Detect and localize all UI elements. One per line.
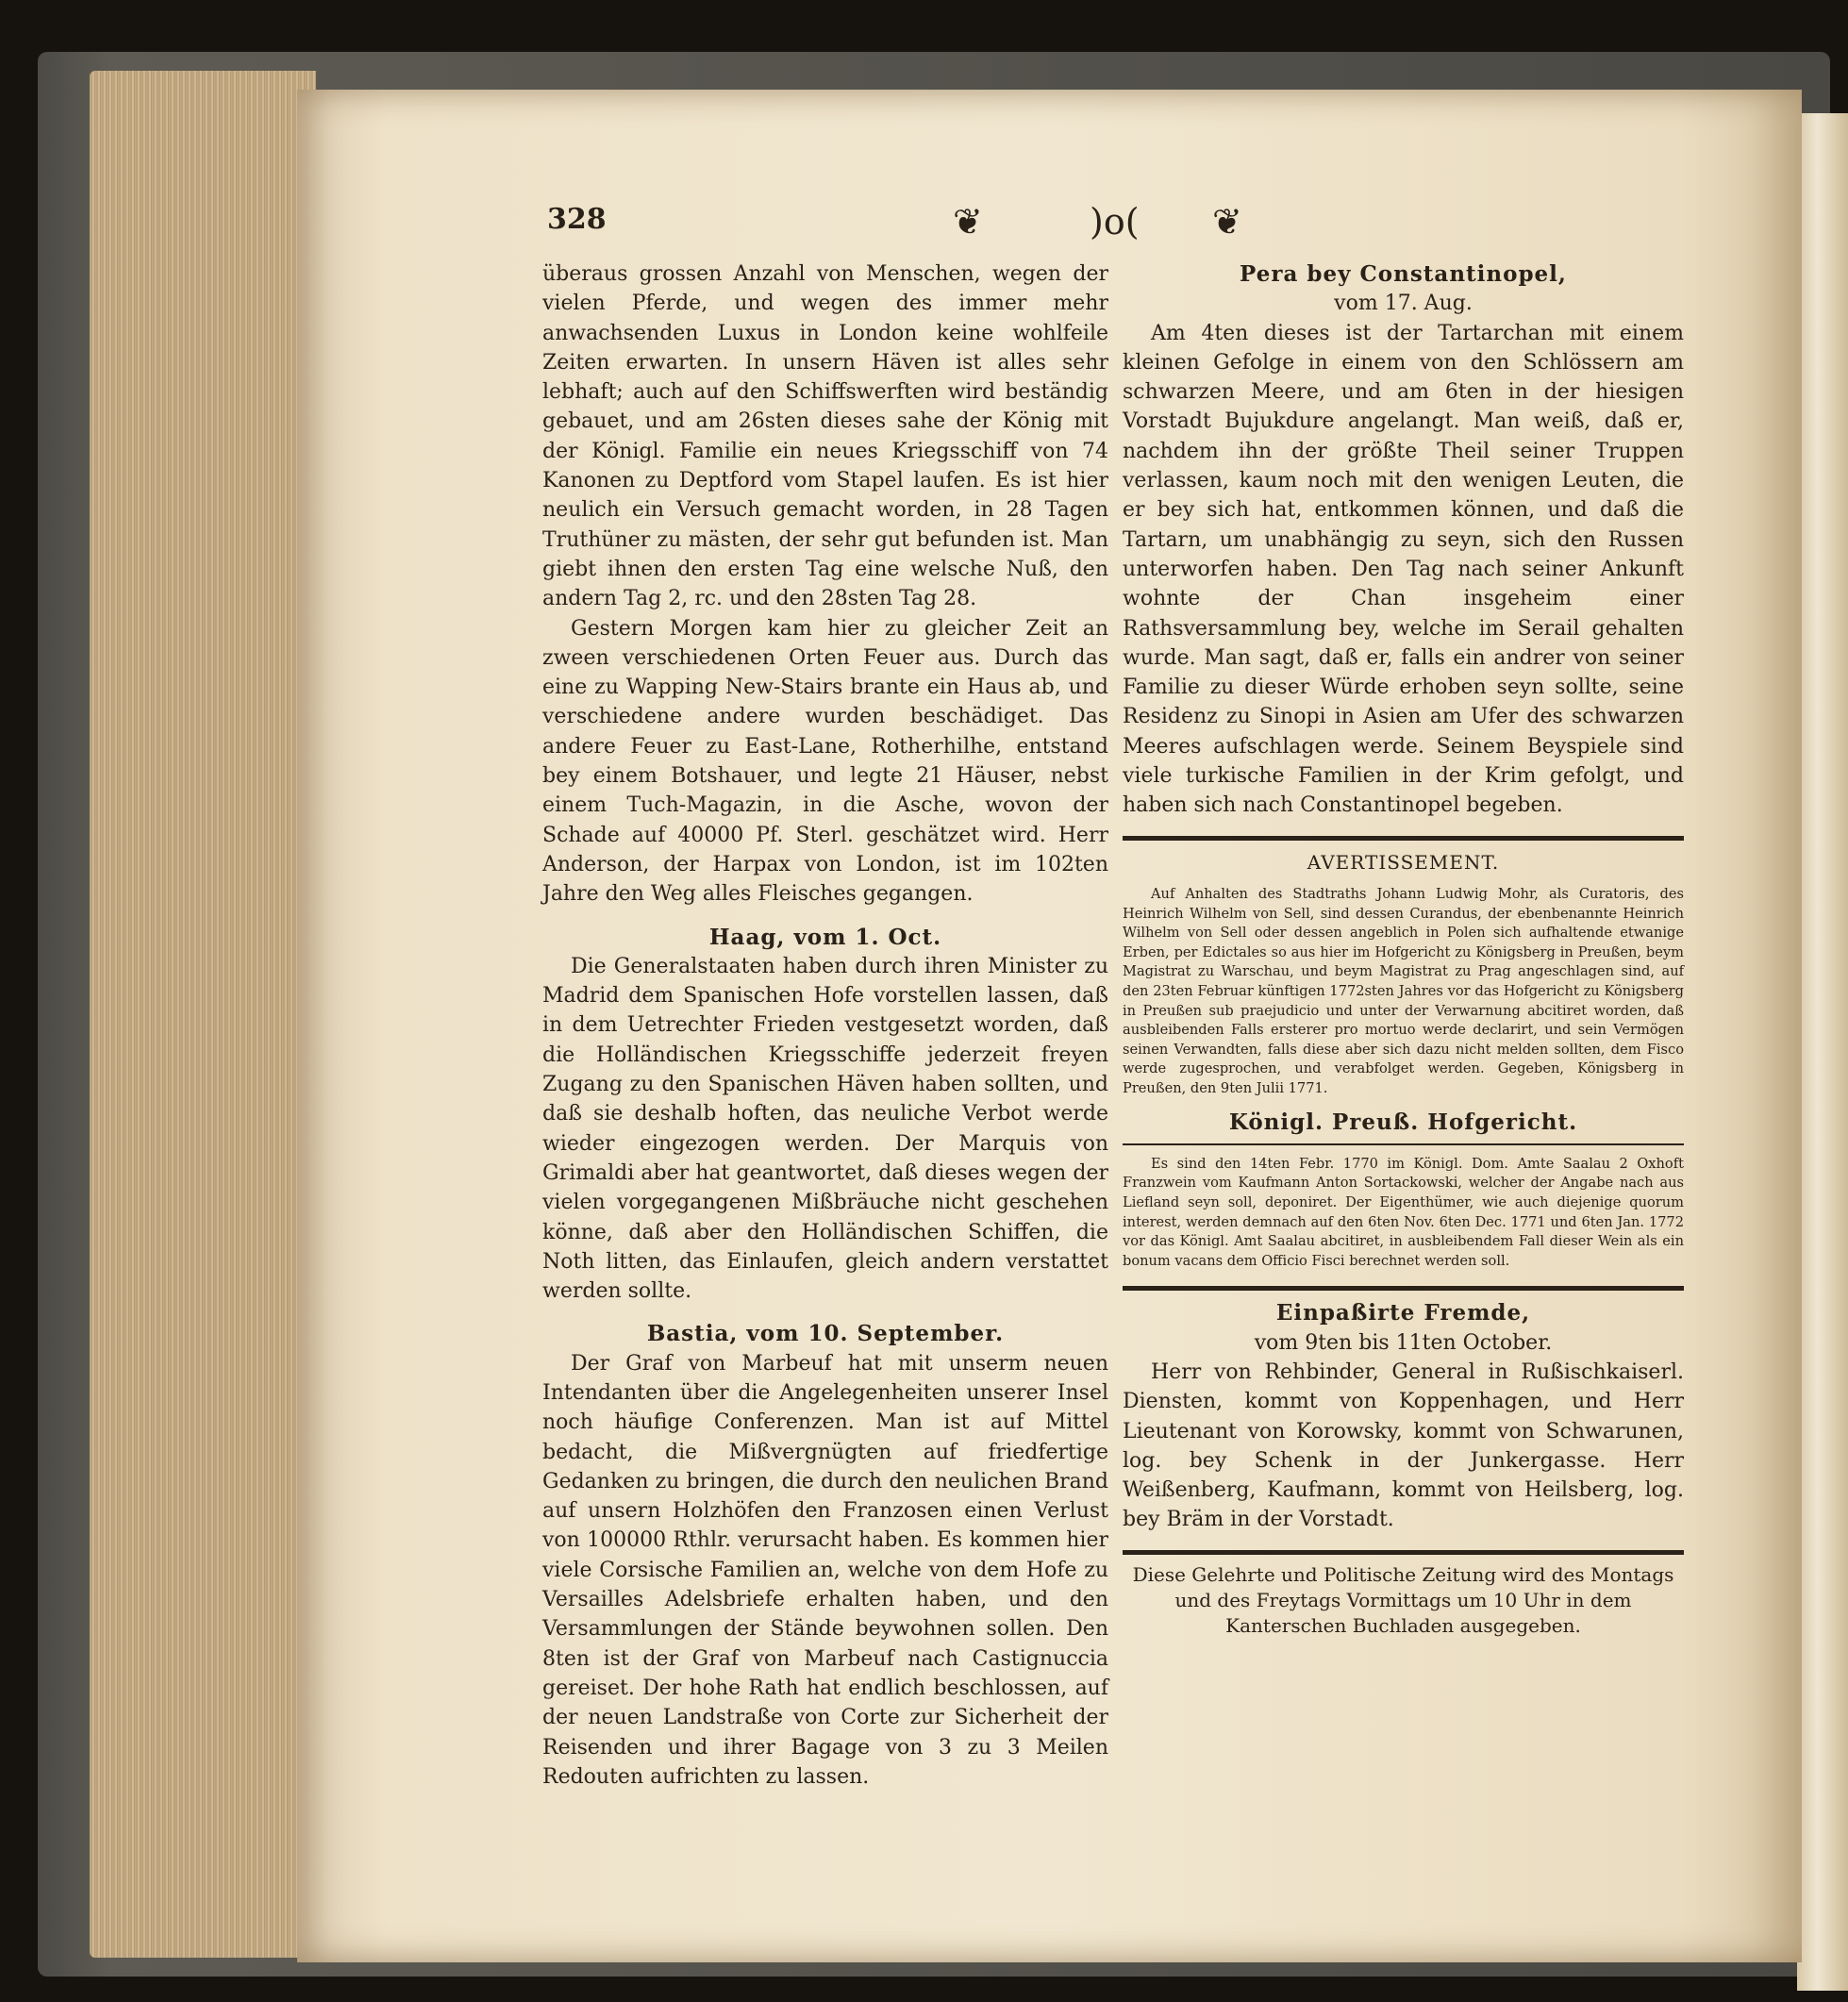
fire-report-paragraph: Gestern Morgen kam hier zu gleicher Zeit an zween verschiedenen Orten Feuer aus. Durch das eine zu Wapping New-Stairs brante ein Haus ab, und verschiedene andere wurden beschädiget. Das andere Feuer zu East-Lane, Rotherhilhe, entstand bey einem Botshauer, und legte 21 Häuser, nebst einem Tuch-Magazin, in die Asche, wovon der Schade auf 40000 Pf. Sterl. geschätzet wird. Herr Anderson, der Harpax von London, ist im 102ten Jahre den Weg alles Fleisches gegangen.	[542, 616, 1108, 907]
avertissement-title: AVERTISSEMENT.	[1307, 850, 1500, 874]
section-rule	[1123, 836, 1684, 841]
right-column	[1123, 259, 1684, 1639]
bastia-report-paragraph: Der Graf von Marbeuf hat mit unserm neuen Intendanten über die Angelegenheiten unserer Insel noch häufige Conferenzen. Man ist auf Mittel bedacht, die Mißvergnügten auf friedfertige Gedanken zu bringen, die durch den neulichen Brand auf unsern Holzhöfen den Franzosen einen Verlust von 100000 Rthlr. verursacht haben. Es kommen hier viele Corsische Familien an, welche von dem Hofe zu Versailles Adelsbriefe erhalten haben, und den Versammlungen der Stände beywohnen sollen. Den 8ten ist der Graf von Marbeuf nach Castignuccia gereiset. Der hohe Rath hat endlich beschlossen, auf der neuen Landstraße von Corte zur Sicherheit der Reisenden und ihrer Bagage von 3 zu 3 Meilen Redouten aufrichten zu lassen.	[542, 1351, 1108, 1789]
notice-hofgericht: Auf Anhalten des Stadtraths Johann Ludwig Mohr, als Curatoris, des Heinrich Wilhelm von Sell, sind dessen Curandus, der ebenbenannte Heinrich Wilhelm von Sell oder dessen angeblich in Polen sich aufhaltende etwanige Erben, per Edictales so aus hier im Hofgericht zu Königsberg in Preußen, beym Magistrat zu Warschau, und beym Magistrat zu Prag angeschlagen sind, auf den 23ten Februar künftigen 1772sten Jahres vor das Hofgericht zu Königsberg in Preußen sub praejudicio und unter der Verwarnung abcitiret worden, daß ausbleibenden Falls ersterer pro mortuo werde declarirt, und sein Vermögen seinen Verwandten, falls diese aber sich dazu nicht melden sollten, dem Fisco werde zugesprochen, und verabfolget werden. Gegeben, Königsberg in Preußen, den 9ten Julii 1771.	[1123, 885, 1684, 1096]
fremde-title: Einpaßirte Fremde,	[1275, 1300, 1531, 1326]
london-report-paragraph: überaus grossen Anzahl von Menschen, wegen der vielen Pferde, und wegen des immer mehr anwachsenden Luxus in London keine wohlfeile Zeiten erwarten. In unsern Häven ist alles sehr lebhaft; auch auf den Schiffswerften wird beständig gebauet, und am 26sten dieses sahe der König mit der Königl. Familie ein neues Kriegsschiff von 74 Kanonen zu Deptford vom Stapel laufen. Es ist hier neulich ein Versuch gemacht worden, in 28 Tagen Truthüner zu mästen, der sehr gut befunden ist. Man giebt ihnen den ersten Tag eine welsche Nuß, den andern Tag 2, rc. und den 28sten Tag 28.	[542, 262, 1108, 611]
haag-report-paragraph: Die Generalstaaten haben durch ihren Minister zu Madrid dem Spanischen Hofe vorstellen lassen, daß in dem Uetrechter Frieden vestgesetzt worden, daß die Holländischen Kriegsschiffe jederzeit freyen Zugang zu den Spanischen Häven haben sollten, und daß sie deshalb hoften, das neuliche Verbot werde wieder eingezogen werden. Der Marquis von Grimaldi aber hat geantwortet, daß dieses wegen der vielen vorgegangenen Mißbräuche nicht geschehen könne, daß aber den Holländischen Schiffen, die Noth litten, das Einlaufen, gleich andern verstattet werden sollte.	[542, 954, 1108, 1304]
section-heading-bastia: Bastia, vom 10. September.	[646, 1321, 1005, 1347]
notice-signature: Königl. Preuß. Hofgericht.	[1228, 1109, 1578, 1136]
section-heading-haag: Haag, vom 1. Oct.	[708, 924, 942, 950]
facing-page-edge	[1797, 113, 1848, 1991]
ornament-divider: )o(	[1090, 201, 1140, 242]
section-date-pera: vom 17. Aug.	[1334, 292, 1473, 316]
publication-footer: Diese Gelehrte und Politische Zeitung wird des Montags und des Freytags Vormittags um 10 Uhr in dem Kanterschen Buchladen ausgegeben.	[1132, 1562, 1674, 1637]
fremde-date: vom 9ten bis 11ten October.	[1254, 1330, 1553, 1355]
notice-rule	[1123, 1143, 1684, 1145]
page-number: 328	[547, 203, 607, 236]
section-rule	[1123, 1286, 1684, 1291]
shell-ornament-icon: ❦	[1212, 201, 1242, 242]
left-column	[542, 259, 1108, 1792]
notice-saalau: Es sind den 14ten Febr. 1770 im Königl. Dom. Amte Saalau 2 Oxhoft Franzwein vom Kaufmann Anton Sortackowski, welcher der Angabe nach aus Liefland seyn soll, deponiret. Der Eigenthümer, wie auch diejenige quorum interest, werden demnach auf den 6ten Nov. 6ten Dec. 1771 und 6ten Jan. 1772 vor das Königl. Amt Saalau abcitiret, in ausbleibendem Fall dieser Wein als ein bonum vacans dem Officio Fisci berechnet werden soll.	[1123, 1155, 1684, 1269]
section-rule	[1123, 1550, 1684, 1555]
fremde-paragraph: Herr von Rehbinder, General in Rußischkaiserl. Diensten, kommt von Koppenhagen, und Herr Lieutenant von Korowsky, kommt von Schwarunen, log. bey Schenk in der Junkergasse. Herr Weißenberg, Kaufmann, kommt von Heilsberg, log. bey Bräm in der Vorstadt.	[1123, 1360, 1684, 1532]
page-edges	[90, 71, 316, 1958]
section-heading-pera: Pera bey Constantinopel,	[1240, 261, 1567, 287]
pera-report-paragraph: Am 4ten dieses ist der Tartarchan mit einem kleinen Gefolge in einem von den Schlössern am schwarzen Meere, und am 6ten in der hiesigen Vorstadt Bujukdure angelangt. Man weiß, daß er, nachdem ihn der größte Theil seiner Truppen verlassen, kaum noch mit den wenigen Leuten, die er bey sich hat, entkommen können, und daß die Tartarn, um unabhängig zu seyn, sich den Russen unterworfen haben. Den Tag nach seiner Ankunft wohnte der Chan insgeheim einer Rathsversammlung bey, welche im Serail gehalten wurde. Man sagt, daß er, falls ein andrer von seiner Familie zu dieser Würde erhoben seyn sollte, seine Residenz zu Sinopi in Asien am Ufer des schwarzen Meeres aufschlagen werde. Seinem Beyspiele sind viele turkische Familien in der Krim gefolgt, und haben sich nach Constantinopel begeben.	[1123, 321, 1684, 818]
shell-ornament-icon: ❦	[953, 201, 983, 242]
